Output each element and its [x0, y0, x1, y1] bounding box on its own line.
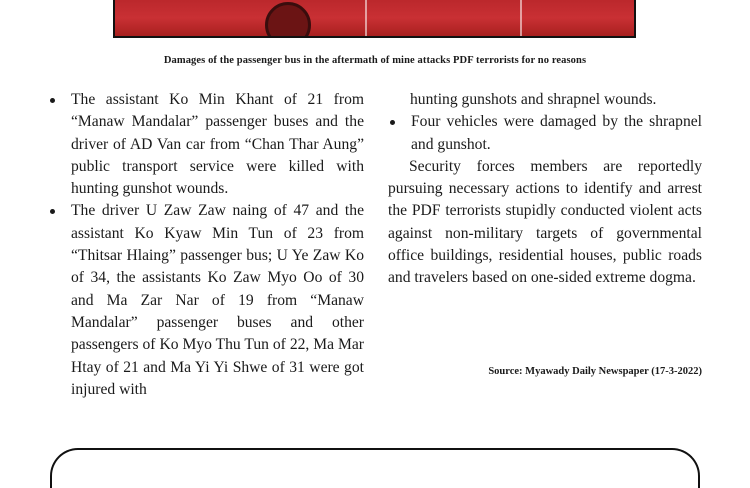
next-section-frame: [50, 448, 700, 488]
left-column: [48, 89, 364, 401]
list-item-continuation: hunting gunshots and shrapnel wounds.: [410, 91, 657, 108]
bus-damage-photo: [113, 0, 636, 38]
right-column: [388, 89, 702, 290]
bus-panel-line: [520, 0, 522, 36]
damage-list: [388, 111, 702, 156]
bus-wheel: [265, 2, 311, 38]
list-item: The driver U Zaw Zaw naing of 47 and the assistant Ko Kyaw Min Tun of 23 from “Thitsar Hlaing” passenger bus; U Ye Zaw Ko of 34, the assistants Ko Zaw Myo Oo of 30 and Ma Zar Nar of 19 from “Manaw Mandalar” passenger buses and other passengers of Ko Myo Thu Tun of 22, Ma Mar Htay of 21 and Ma Yi Yi Shwe of 31 were got injured with: [48, 200, 364, 401]
article-paragraph: Security forces members are reportedly pursuing necessary actions to identify and arrest the PDF terrorists stupidly conducted violent acts against non-military targets of governmental office buildings, residential houses, public roads and travelers based on one-sided extreme dogma.: [388, 157, 702, 287]
bus-panel-line: [365, 0, 367, 36]
photo-caption: Damages of the passenger bus in the aftermath of mine attacks PDF terrorists for no reasons: [163, 55, 587, 66]
bus-panel-line: [635, 0, 636, 36]
list-item: Four vehicles were damaged by the shrapnel and gunshot.: [388, 111, 702, 156]
casualty-list: [48, 89, 364, 401]
list-item: The assistant Ko Min Khant of 21 from “Manaw Mandalar” passenger buses and the driver of AD Van car from “Chan Thar Aung” public transport service were killed with hunting gunshot wounds.: [48, 89, 364, 200]
source-citation: Source: Myawady Daily Newspaper (17-3-2022): [488, 366, 702, 377]
